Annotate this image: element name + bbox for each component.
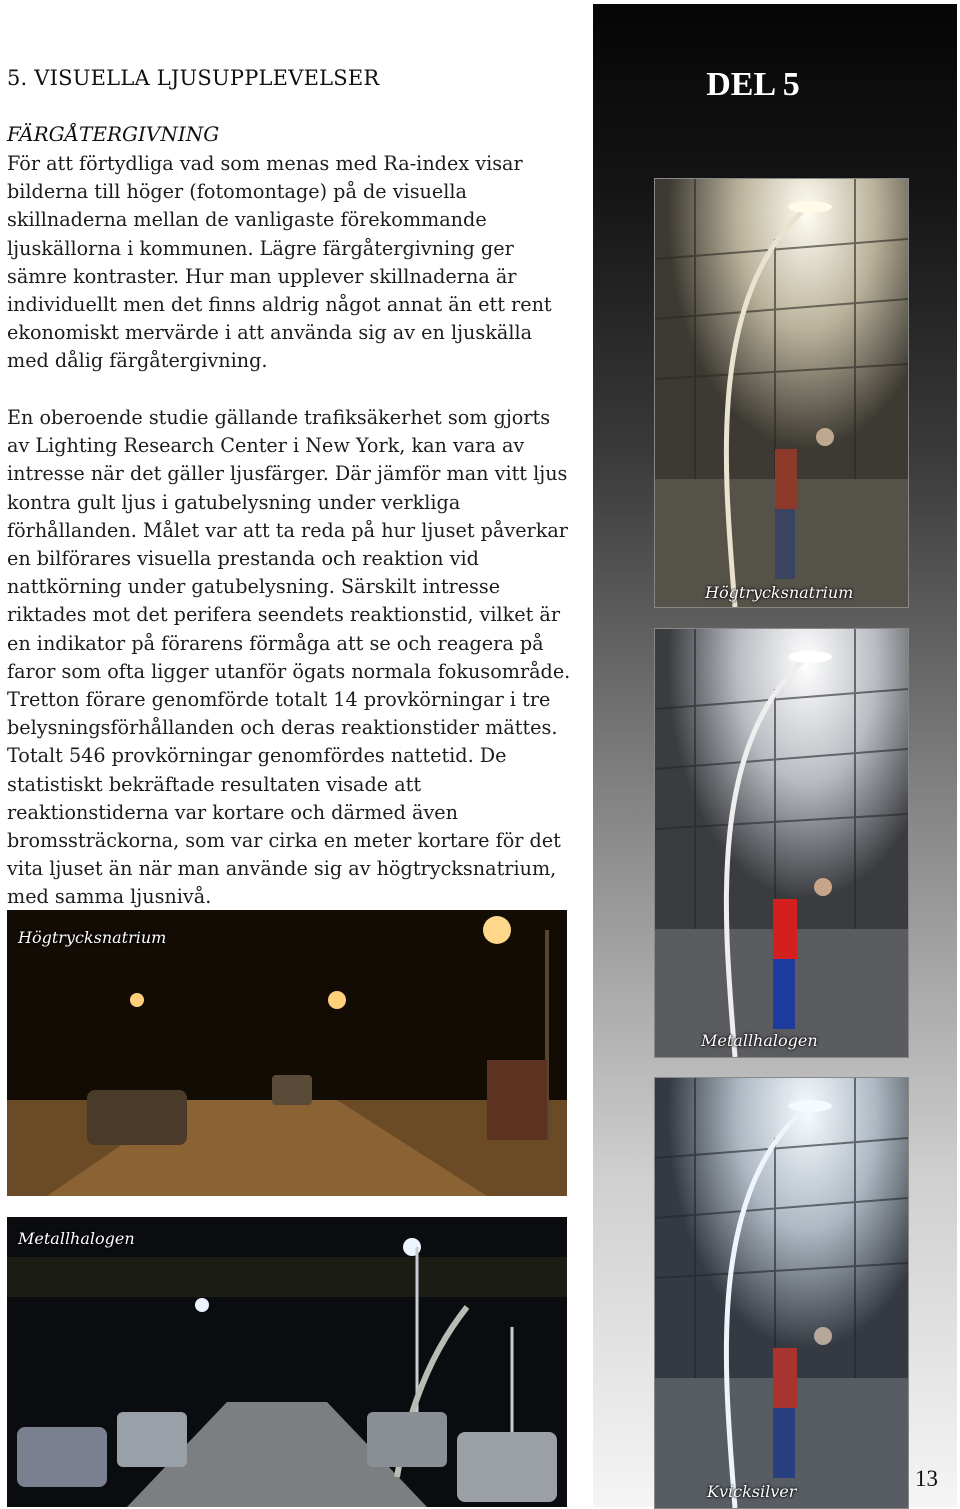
- street-caption-sodium: Högtrycksnatrium: [18, 928, 167, 947]
- photo-caption-metal-halide: Metallhalogen: [701, 1031, 818, 1050]
- photo-mercury-lamp: [654, 1077, 909, 1509]
- page-number: 13: [915, 1466, 938, 1491]
- part-label: DEL 5: [706, 66, 800, 103]
- photo-caption-mercury: Kvicksilver: [707, 1482, 797, 1501]
- sidebar-panel: [593, 4, 957, 1507]
- section-subheading: FÄRGÅTERGIVNING: [7, 122, 220, 146]
- photo-sodium-lamp: [654, 178, 909, 608]
- intro-paragraph: För att förtydliga vad som menas med Ra-index visar bilderna till höger (fotomontage) på de visuella skillnaderna mellan de vanligaste förekommande ljuskällorna i kommunen. Lägre färgåtergivning ger sämre kontraster. Hur man upplever skillnaderna är individuellt men det finns aldrig något annat än ett rent ekonomiskt mervärde i att använda sig av en ljuskälla med dålig färgåtergivning.: [7, 152, 552, 373]
- street-photo-sodium: [7, 910, 567, 1196]
- street-photo-metal-halide: [7, 1217, 567, 1507]
- section-heading: 5. VISUELLA LJUSUPPLEVELSER: [7, 66, 380, 90]
- street-caption-metal-halide: Metallhalogen: [18, 1229, 135, 1248]
- photo-metal-halide-lamp: [654, 628, 909, 1058]
- photo-caption-sodium: Högtrycksnatrium: [705, 583, 854, 602]
- study-paragraph: En oberoende studie gällande trafiksäkerhet som gjorts av Lighting Research Center i New York, kan vara av intresse när det gäller ljusfärger. Där jämför man vitt ljus kontra gult ljus i gatubelysning under verkliga förhållanden. Målet var att ta reda på hur ljuset påverkar en bilförares visuella prestanda och reaktion vid nattkörning under gatubelysning. Särskilt intresse riktades mot det perifera seendets reaktionstid, vilket är en indikator på förarens förmåga att se och reagera på faror som ofta ligger utanför ögats normala fokusområde. Tretton förare genomförde totalt 14 provkörningar i tre belysningsförhållanden och deras reaktionstider mättes. Totalt 546 provkörningar genomfördes nattetid. De statistiskt bekräftade resultaten visade att reaktionstiderna var kortare och därmed även bromssträckorna, som var cirka en meter kortare för det vita ljuset än när man använde sig av högtrycksnatrium, med samma ljusnivå.: [7, 406, 571, 909]
